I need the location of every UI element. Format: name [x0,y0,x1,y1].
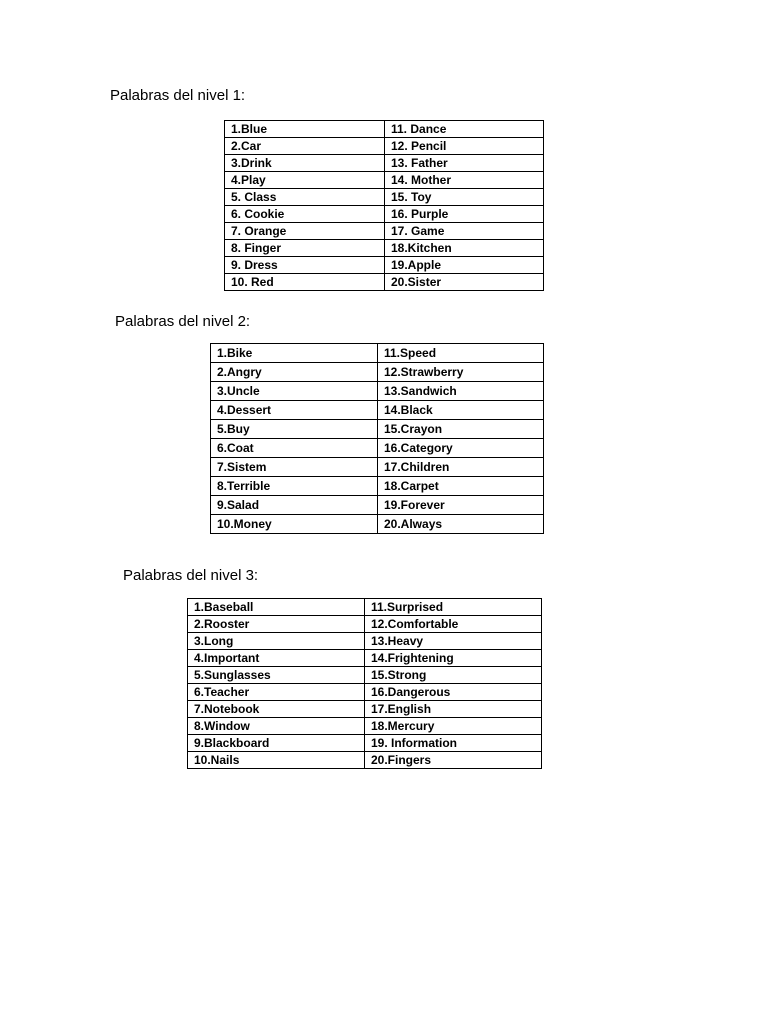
level-1-heading: Palabras del nivel 1: [110,87,246,104]
word-cell: 20.Always [378,515,544,534]
word-cell: 2.Angry [211,363,378,382]
word-cell: 3.Uncle [211,382,378,401]
word-cell: 12.Strawberry [378,363,544,382]
word-cell: 19.Apple [385,257,544,274]
word-cell: 16. Purple [385,206,544,223]
word-cell: 11.Surprised [365,599,542,616]
word-cell: 16.Dangerous [365,684,542,701]
table-row [225,121,544,138]
word-cell: 17.Children [378,458,544,477]
word-cell: 2.Car [225,138,385,155]
word-cell: 15.Crayon [378,420,544,439]
word-cell: 11.Speed [378,344,544,363]
word-cell: 6.Teacher [188,684,365,701]
table-row [188,650,542,667]
word-cell: 19.Forever [378,496,544,515]
word-cell: 9.Salad [211,496,378,515]
level-2-heading: Palabras del nivel 2: [115,313,251,330]
level-3-word-table [187,598,542,769]
level-3-heading: Palabras del nivel 3: [123,567,259,584]
word-cell: 6.Coat [211,439,378,458]
word-cell: 14. Mother [385,172,544,189]
table-row [188,667,542,684]
word-cell: 17. Game [385,223,544,240]
table-row [188,599,542,616]
word-cell: 19. Information [365,735,542,752]
level-1-word-table [224,120,544,291]
word-cell: 13.Sandwich [378,382,544,401]
table-row [211,515,544,534]
word-cell: 8.Window [188,718,365,735]
word-cell: 1.Baseball [188,599,365,616]
table-row [225,257,544,274]
table-row [188,633,542,650]
word-cell: 1.Bike [211,344,378,363]
word-cell: 2.Rooster [188,616,365,633]
word-cell: 20.Fingers [365,752,542,769]
table-row [211,439,544,458]
word-cell: 12.Comfortable [365,616,542,633]
word-cell: 7. Orange [225,223,385,240]
word-cell: 12. Pencil [385,138,544,155]
level-2-word-table [210,343,544,534]
word-cell: 9. Dress [225,257,385,274]
table-row [188,616,542,633]
word-cell: 17.English [365,701,542,718]
table-row [211,363,544,382]
table-row [211,458,544,477]
word-cell: 16.Category [378,439,544,458]
table-row [225,206,544,223]
word-cell: 5. Class [225,189,385,206]
word-cell: 20.Sister [385,274,544,291]
table-row [211,420,544,439]
table-row [225,223,544,240]
word-cell: 3.Drink [225,155,385,172]
word-cell: 10.Nails [188,752,365,769]
word-cell: 4.Important [188,650,365,667]
word-cell: 15.Strong [365,667,542,684]
table-row [188,718,542,735]
table-row [211,496,544,515]
table-row [225,240,544,257]
word-cell: 4.Dessert [211,401,378,420]
table-row [225,155,544,172]
table-row [211,401,544,420]
word-cell: 7.Sistem [211,458,378,477]
word-cell: 15. Toy [385,189,544,206]
word-cell: 13.Heavy [365,633,542,650]
table-row [211,477,544,496]
table-row [211,344,544,363]
word-cell: 18.Mercury [365,718,542,735]
word-cell: 6. Cookie [225,206,385,223]
word-cell: 8.Terrible [211,477,378,496]
table-row [188,701,542,718]
word-cell: 8. Finger [225,240,385,257]
word-cell: 14.Frightening [365,650,542,667]
word-cell: 3.Long [188,633,365,650]
word-cell: 9.Blackboard [188,735,365,752]
word-cell: 4.Play [225,172,385,189]
table-row [225,138,544,155]
word-cell: 10.Money [211,515,378,534]
word-cell: 7.Notebook [188,701,365,718]
word-cell: 18.Carpet [378,477,544,496]
word-cell: 5.Buy [211,420,378,439]
table-row [211,382,544,401]
table-row [225,274,544,291]
table-row [188,752,542,769]
word-cell: 18.Kitchen [385,240,544,257]
word-cell: 14.Black [378,401,544,420]
table-row [188,735,542,752]
table-row [188,684,542,701]
word-cell: 1.Blue [225,121,385,138]
word-cell: 11. Dance [385,121,544,138]
word-cell: 13. Father [385,155,544,172]
table-row [225,172,544,189]
word-cell: 10. Red [225,274,385,291]
word-cell: 5.Sunglasses [188,667,365,684]
table-row [225,189,544,206]
